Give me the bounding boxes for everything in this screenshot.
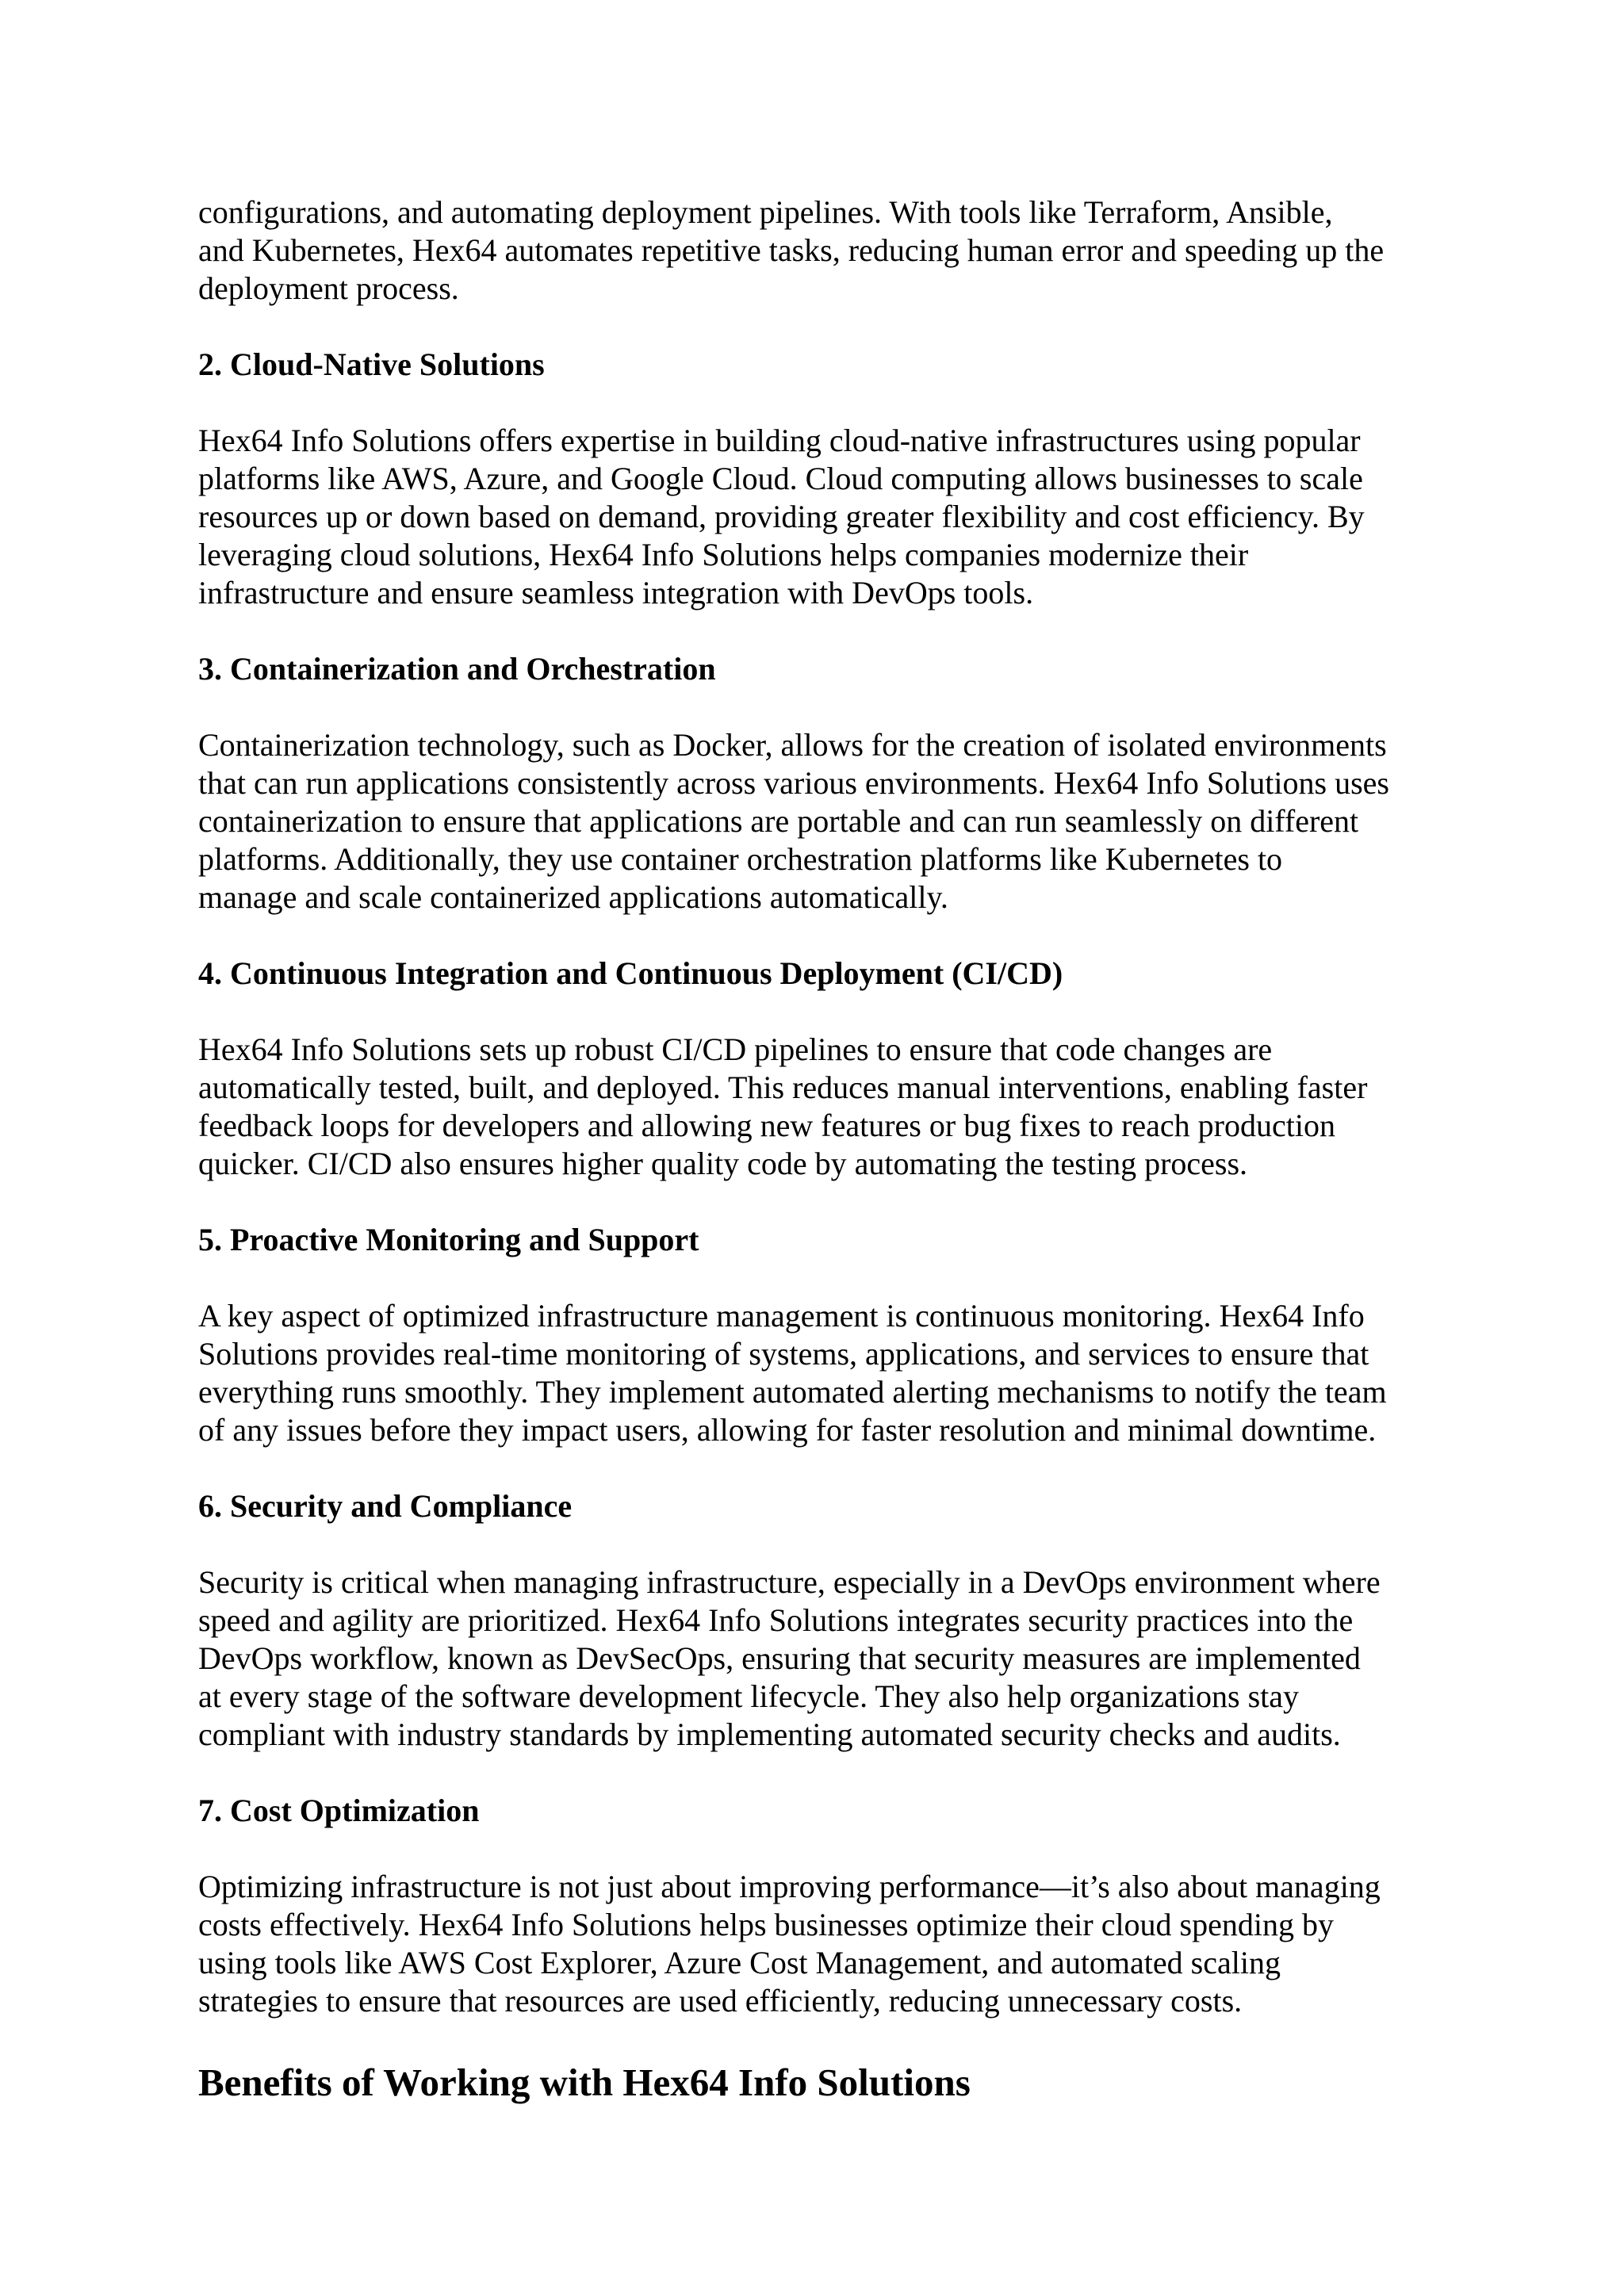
paragraph-line: containerization to ensure that applications are portable and can run seamlessly on different xyxy=(198,803,1359,839)
paragraph-line: using tools like AWS Cost Explorer, Azure Cost Management, and automated scaling xyxy=(198,1945,1281,1980)
paragraph-line: Solutions provides real-time monitoring of systems, applications, and services to ensure that xyxy=(198,1336,1369,1372)
paragraph-line: infrastructure and ensure seamless integration with DevOps tools. xyxy=(198,575,1034,610)
paragraph-line: Hex64 Info Solutions offers expertise in building cloud-native infrastructures using popular xyxy=(198,423,1361,458)
paragraph-line: at every stage of the software development lifecycle. They also help organizations stay xyxy=(198,1678,1300,1714)
section-paragraph-cloud-native xyxy=(198,422,1459,612)
paragraph-line: A key aspect of optimized infrastructure management is continuous monitoring. Hex64 Info xyxy=(198,1298,1365,1334)
paragraph-line: compliant with industry standards by implementing automated security checks and audits. xyxy=(198,1716,1341,1752)
paragraph-line: strategies to ensure that resources are used efficiently, reducing unnecessary costs. xyxy=(198,1983,1243,2019)
paragraph-line: quicker. CI/CD also ensures higher quality code by automating the testing process. xyxy=(198,1146,1248,1181)
document-page xyxy=(198,193,1459,2106)
paragraph-line: platforms like AWS, Azure, and Google Cloud. Cloud computing allows businesses to scale xyxy=(198,461,1363,496)
section-heading-cost: 7. Cost Optimization xyxy=(198,1793,480,1828)
benefits-heading: Benefits of Working with Hex64 Info Solutions xyxy=(198,2061,971,2104)
section-heading-containerization: 3. Containerization and Orchestration xyxy=(198,651,716,687)
paragraph-line: manage and scale containerized applications automatically. xyxy=(198,879,948,915)
section-paragraph-monitoring xyxy=(198,1297,1459,1449)
paragraph-line: Security is critical when managing infrastructure, especially in a DevOps environment where xyxy=(198,1564,1381,1600)
paragraph-line: deployment process. xyxy=(198,270,459,306)
paragraph-line: automatically tested, built, and deployed. This reduces manual interventions, enabling faster xyxy=(198,1070,1368,1105)
paragraph-line: DevOps workflow, known as DevSecOps, ensuring that security measures are implemented xyxy=(198,1640,1361,1676)
paragraph-line: Containerization technology, such as Docker, allows for the creation of isolated environments xyxy=(198,727,1387,763)
paragraph-line: platforms. Additionally, they use container orchestration platforms like Kubernetes to xyxy=(198,841,1283,877)
paragraph-line: speed and agility are prioritized. Hex64 Info Solutions integrates security practices into the xyxy=(198,1602,1354,1638)
section-paragraph-security xyxy=(198,1563,1459,1754)
intro-paragraph xyxy=(198,193,1459,308)
section-paragraph-ci-cd xyxy=(198,1031,1459,1183)
paragraph-line: Hex64 Info Solutions sets up robust CI/CD pipelines to ensure that code changes are xyxy=(198,1031,1273,1067)
paragraph-line: resources up or down based on demand, providing greater flexibility and cost efficiency. By xyxy=(198,499,1365,534)
section-paragraph-cost xyxy=(198,1868,1459,2020)
paragraph-line: that can run applications consistently across various environments. Hex64 Info Solutions uses xyxy=(198,765,1389,801)
paragraph-line: feedback loops for developers and allowing new features or bug fixes to reach production xyxy=(198,1108,1335,1143)
paragraph-line: costs effectively. Hex64 Info Solutions helps businesses optimize their cloud spending by xyxy=(198,1907,1334,1942)
section-heading-ci-cd: 4. Continuous Integration and Continuous Deployment (CI/CD) xyxy=(198,955,1063,991)
paragraph-line: leveraging cloud solutions, Hex64 Info Solutions helps companies modernize their xyxy=(198,537,1249,572)
paragraph-line: of any issues before they impact users, allowing for faster resolution and minimal downtime. xyxy=(198,1412,1377,1448)
paragraph-line: everything runs smoothly. They implement automated alerting mechanisms to notify the team xyxy=(198,1374,1387,1410)
section-paragraph-containerization xyxy=(198,726,1459,916)
section-heading-cloud-native: 2. Cloud-Native Solutions xyxy=(198,346,545,382)
section-heading-security: 6. Security and Compliance xyxy=(198,1488,573,1524)
paragraph-line: configurations, and automating deployment pipelines. With tools like Terraform, Ansible, xyxy=(198,194,1333,230)
paragraph-line: and Kubernetes, Hex64 automates repetitive tasks, reducing human error and speeding up the xyxy=(198,232,1385,268)
section-heading-monitoring: 5. Proactive Monitoring and Support xyxy=(198,1222,699,1257)
paragraph-line: Optimizing infrastructure is not just about improving performance—it’s also about managing xyxy=(198,1869,1381,1904)
